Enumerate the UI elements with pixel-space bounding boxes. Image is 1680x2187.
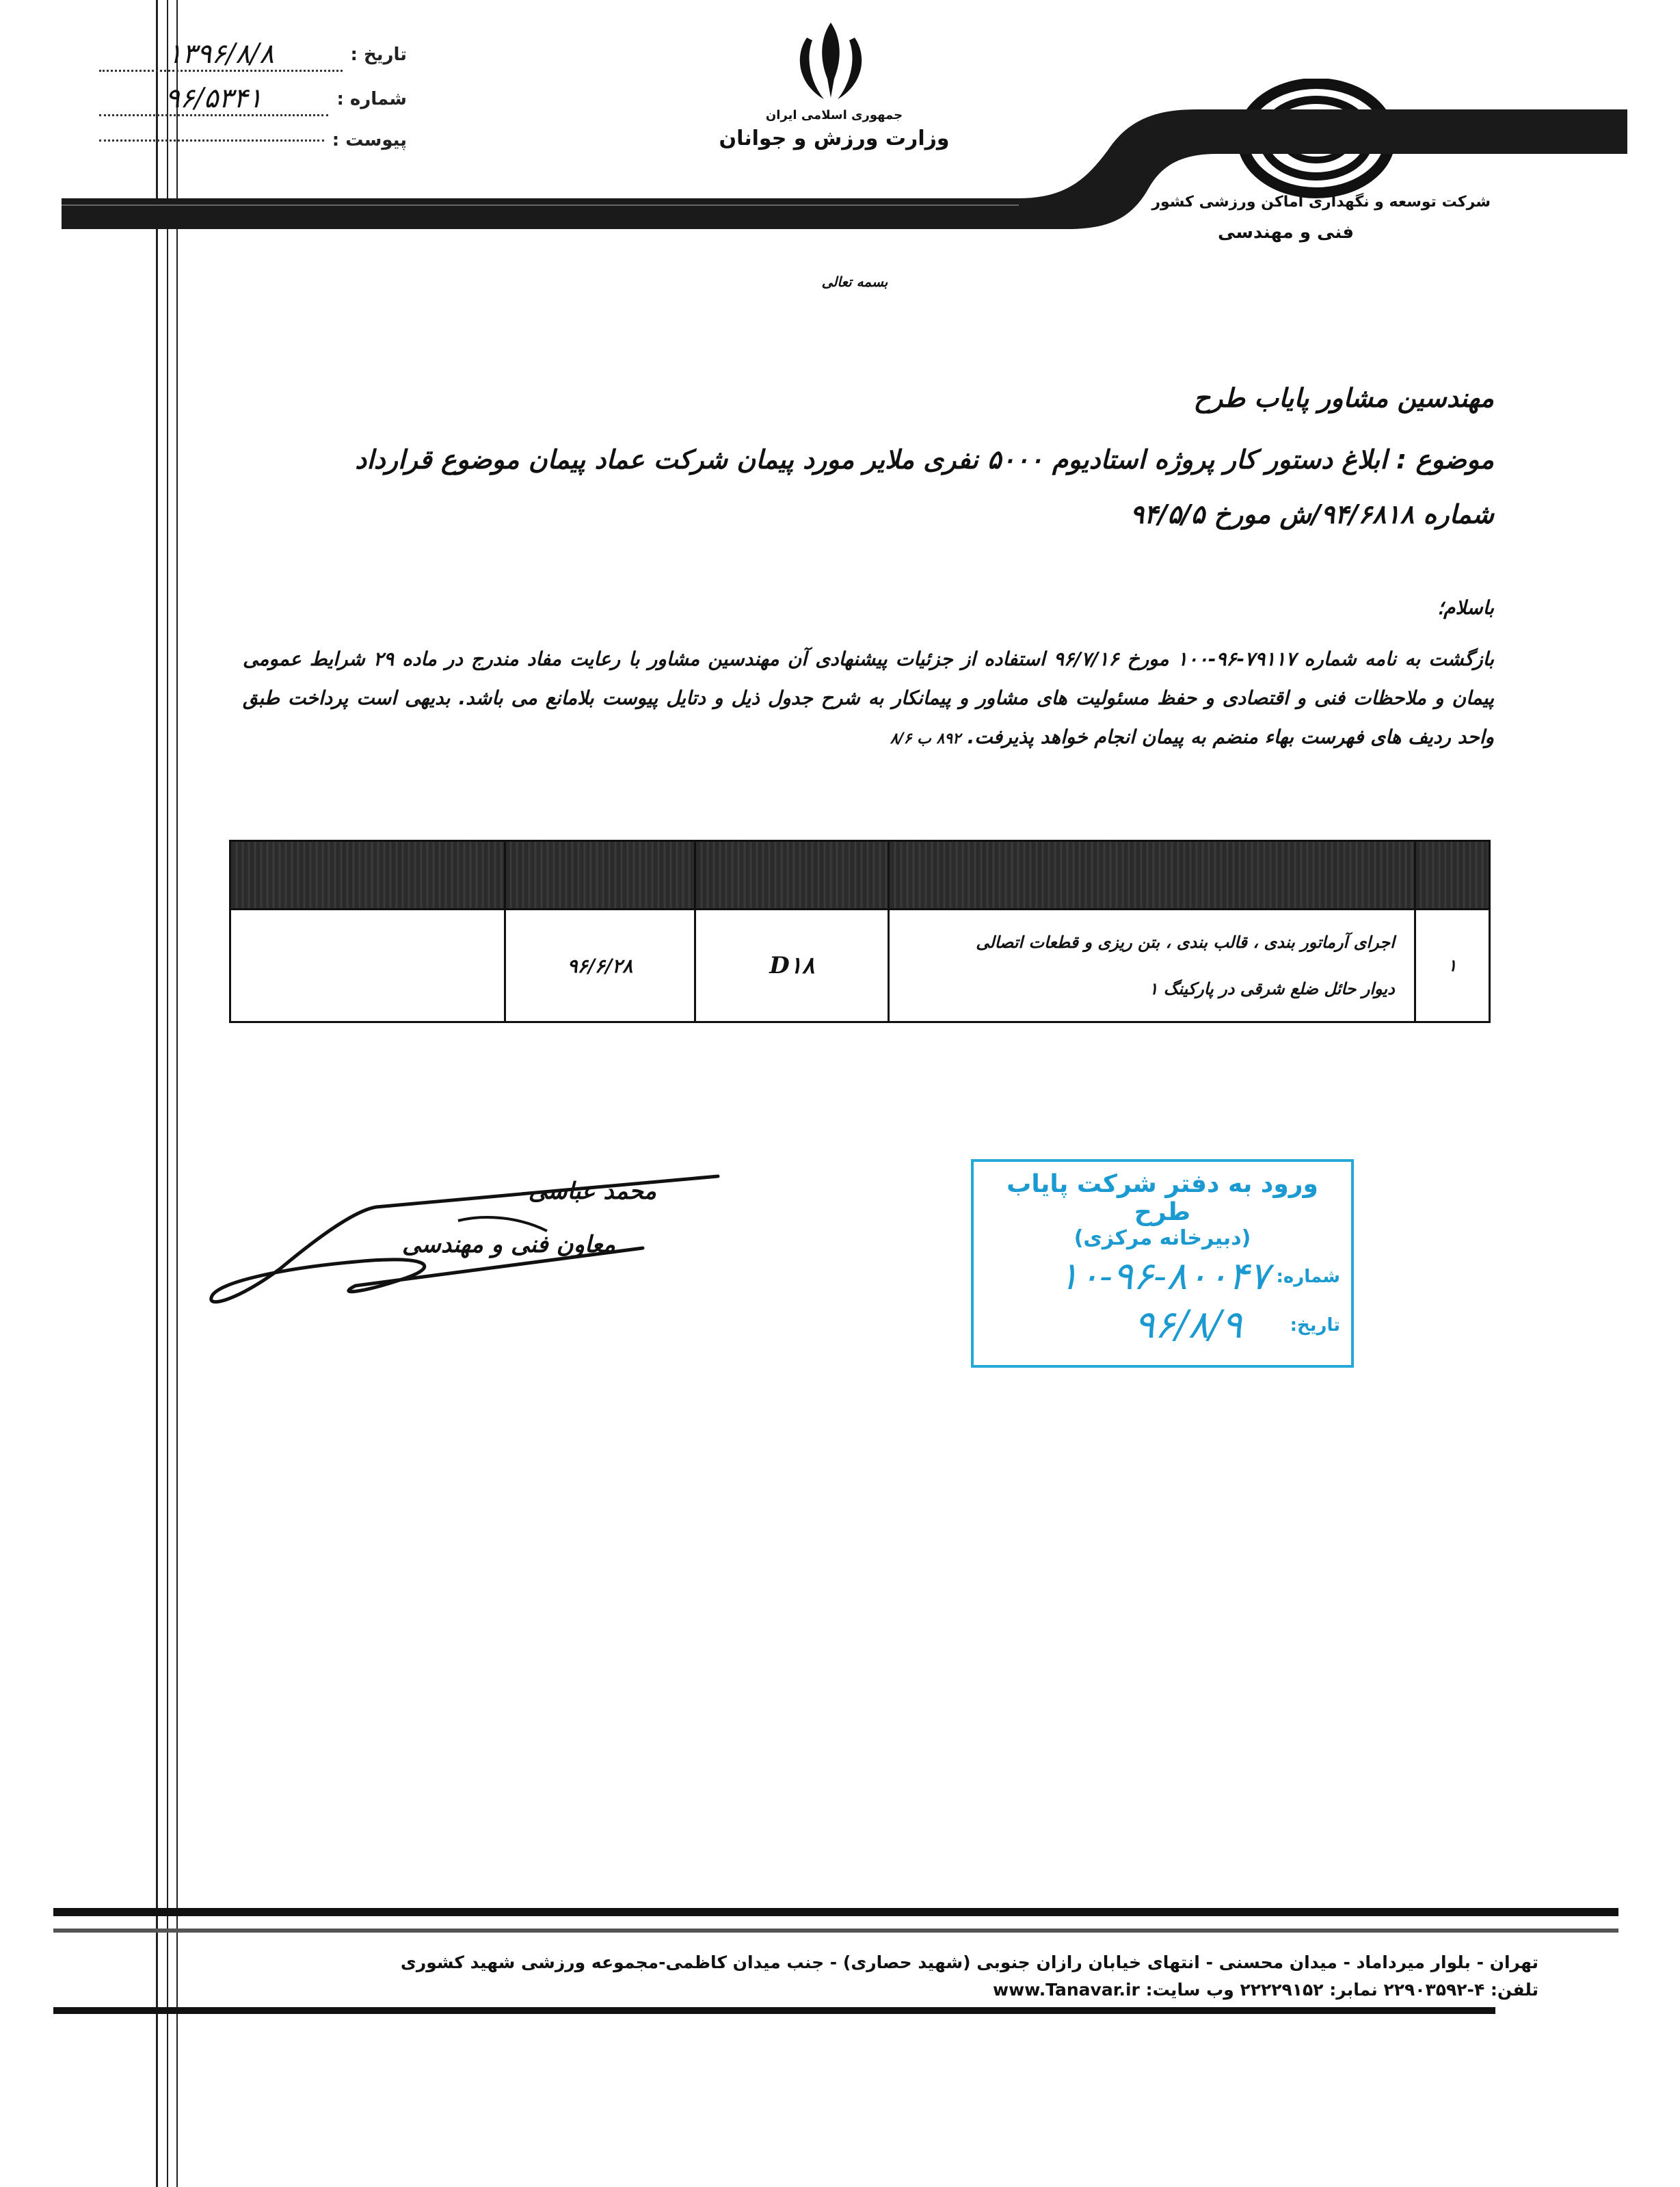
reception-stamp: [971, 1159, 1354, 1368]
signatory-title: معاون فنی و مهندسی: [402, 1231, 615, 1258]
table-header-cell: [1415, 841, 1489, 910]
header-band: [62, 103, 1627, 233]
body-paragraph: [243, 639, 1494, 763]
body-note: ۸۹۲ ب ۸/۶: [890, 730, 961, 747]
date-row: [99, 38, 407, 72]
stamp-number-label: شماره:: [1276, 1266, 1340, 1287]
margin-line-left-3: [176, 0, 178, 2187]
number-label: شماره :: [336, 89, 407, 109]
stamp-date-label: تاریخ:: [1290, 1314, 1340, 1336]
table-row: [230, 910, 1490, 1022]
row-index: ۱: [1415, 910, 1489, 1022]
footer-bottom-rule: [53, 2007, 1495, 2014]
handwritten-signature: [198, 1166, 732, 1323]
table-header-cell: [505, 841, 695, 910]
stamp-line2: (دبیرخانه مرکزی): [1074, 1226, 1251, 1250]
row-remarks: [230, 910, 505, 1022]
footer-address: تهران - بلوار میرداماد - میدان محسنی - انتهای خیابان رازان جنوبی (شهید حصاری) - جنب میدان کاظمی-مجموعه ورزشی شهید کشوری: [400, 1952, 1538, 1972]
row-description: [889, 910, 1415, 1022]
row-description-line1: اجرای آرماتور بندی ، قالب بندی ، بتن ریزی و قطعات اتصالی: [976, 933, 1395, 952]
row-code: D۱۸: [695, 910, 889, 1022]
iran-emblem-icon: [786, 17, 875, 106]
signatory-name: محمد عباسی: [528, 1178, 656, 1205]
stamp-date-value: ۹۶/۸/۹: [1134, 1303, 1242, 1347]
table-header-row: [230, 841, 1490, 910]
footer-top-rule-2: [53, 1928, 1618, 1933]
margin-line-left: [156, 0, 158, 2187]
footer-top-rule: [53, 1908, 1618, 1916]
subject-line2: شماره ۹۴/۶۸۱۸/ش مورخ ۹۴/۵/۵: [1130, 499, 1494, 529]
subject-line1: موضوع : ابلاغ دستور کار پروژه استادیوم ۵۰۰۰ نفری ملایر مورد پیمان شرکت عماد پیمان موضوع قرارداد: [355, 445, 1494, 475]
margin-line-left-2: [167, 0, 168, 2187]
date-value: ۱۳۹۶/۸/۸: [99, 38, 343, 72]
ministry-line1: جمهوری اسلامی ایران: [765, 108, 903, 122]
ministry-line2: وزارت ورزش و جوانان: [719, 127, 950, 150]
greeting: باسلام؛: [1437, 596, 1494, 619]
date-label: تاریخ :: [350, 44, 407, 65]
row-date: ۹۶/۶/۲۸: [505, 910, 695, 1022]
table-header-cell: [695, 841, 889, 910]
table-header-cell: [889, 841, 1415, 910]
items-table: [229, 840, 1491, 1023]
stamp-number-row: [985, 1254, 1340, 1299]
stamp-line1: ورود به دفتر شرکت پایاب طرح: [1006, 1170, 1318, 1226]
stamp-date-row: [985, 1303, 1340, 1347]
invocation: بسمه تعالی: [821, 274, 888, 290]
body-text: بازگشت به نامه شماره ۷۹۱۱۷-۹۶-۱۰۰ مورخ ۹۶/۷/۱۶ استفاده از جزئیات پیشنهادی آن مهندسین مشاور با رعایت مفاد مندرج در ماده ۲۹ شرایط عمومی پیمان و ملاحظات فنی و اقتصادی و حفظ مسئولیت های مشاور و پیمانکار به شرح جدول ذیل و دتایل پیوست بلامانع می باشد. بدیهی است پرداخت طبق واحد ردیف های فهرست بهاء منضم به پیمان انجام خواهد پذیرفت.: [243, 648, 1494, 748]
stamp-number-value: ۱۰-۹۶-۸۰۰۴۷: [1058, 1254, 1270, 1299]
company-line1: شرکت توسعه و نگهداری اماکن ورزشی کشور: [1151, 194, 1491, 211]
company-line2: فنی و مهندسی: [1218, 222, 1354, 243]
recipient: مهندسین مشاور پایاب طرح: [1193, 383, 1494, 413]
footer-contact: تلفن: ۴-۲۲۹۰۳۵۹۲ نمابر: ۲۲۲۲۹۱۵۲ وب سایت: www.Tanavar.ir: [993, 1980, 1538, 2000]
table-header-cell: [230, 841, 505, 910]
number-value: ۹۶/۵۳۴۱: [99, 83, 328, 116]
row-description-line2: دیوار حائل ضلع شرقی در پارکینگ ۱: [1149, 979, 1395, 998]
attachment-label: پیوست :: [332, 130, 407, 150]
